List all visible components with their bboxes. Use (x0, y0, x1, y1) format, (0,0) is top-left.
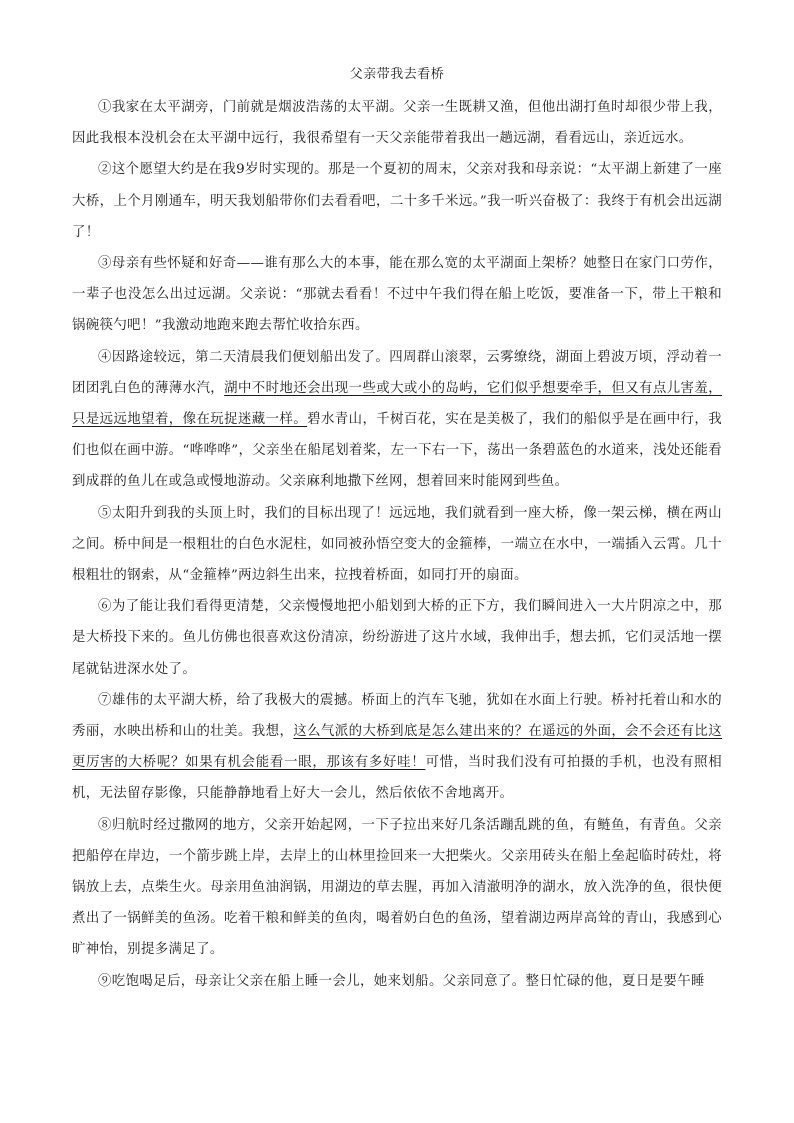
paragraph-6 (72, 591, 722, 685)
text-segment: ①我家在太平湖旁，门前就是烟波浩荡的太平湖。父亲一生既耕又渔，但他出湖打鱼时却很少带上我，因此我根本没机会在太平湖中远行，我很希望有一天父亲能带着我出一趟远湖，看看远山，亲近远水。 (72, 100, 722, 147)
paragraph-3 (72, 248, 722, 342)
paragraph-9 (72, 966, 722, 997)
text-segment: 可惜，当时我们没有可拍摄的手机，也没有照相机，无法留存影像，只能静静地看上好大一会儿，然后依依不舍地离开。 (72, 755, 722, 802)
article-title: 父亲带我去看桥 (349, 67, 445, 82)
text-segment: ③母亲有些怀疑和好奇——谁有那么大的本事，能在那么宽的太平湖面上架桥？她整日在家门口劳作，一辈子也没怎么出过远湖。父亲说：“那就去看看！不过中午我们得在船上吃饭，要准备一下，带上干粮和锅碗筷勺吧！”我激动地跑来跑去帮忙收拾东西。 (72, 256, 722, 334)
text-segment: ⑥为了能让我们看得更清楚，父亲慢慢地把小船划到大桥的正下方，我们瞬间进入一大片阴凉之中，那是大桥投下来的。鱼儿仿佛也很喜欢这份清凉，纷纷游进了这片水域，我伸出手，想去抓，它们灵活地一摆尾就钻进深水处了。 (72, 599, 722, 677)
underlined-sentence: 这么气派的大桥到底是怎么建出来的？在遥远的外面，会不会还有比这更厉害的大桥呢？如果有机会能看一眼，那该有多好哇！ (72, 724, 722, 771)
text-segment: ⑦雄伟的太平湖大桥，给了我极大的震撼。桥面上的汽车飞驰，犹如在水面上行驶。桥衬托着山和水的秀丽，水映出桥和山的壮美。我想， (72, 692, 722, 740)
paragraph-2 (72, 154, 722, 248)
paragraph-8 (72, 810, 722, 966)
text-segment: 碧水青山，千树百花，实在是美极了，我们的船似乎是在画中行，我们也似在画中游。“哗哗哗”，父亲坐在船尾划着桨，左一下右一下，荡出一条碧蓝色的水道来，浅处还能看到成群的鱼儿在或急或慢地游动。父亲麻利地撒下丝网，想着回来时能网到些鱼。 (72, 412, 722, 490)
paragraph-1 (72, 92, 722, 154)
text-segment: ⑤太阳升到我的头顶上时，我们的目标出现了！远远地，我们就看到一座大桥，像一架云梯，横在两山之间。桥中间是一根粗壮的白色水泥柱，如同被孙悟空变大的金箍棒，一端立在水中，一端插入云霄。几十根粗壮的钢索，从“金箍棒”两边斜生出来，拉拽着桥面，如同打开的扇面。 (72, 505, 722, 584)
underlined-sentence: 湖中不时地还会出现一些或大或小的岛屿，它们似乎想要牵手，但又有点儿害羞，只是远远地望着，像在玩捉迷藏一样。 (72, 380, 722, 428)
document-page (72, 62, 722, 997)
text-segment: ②这个愿望大约是在我9岁时实现的。那是一个夏初的周末，父亲对我和母亲说：“太平湖上新建了一座大桥，上个月刚通车，明天我划船带你们去看看吧，二十多千米远。”我一听兴奋极了：我终于有机会出远湖了！ (72, 162, 722, 240)
paragraph-7 (72, 685, 722, 810)
text-segment: ④因路途较远，第二天清晨我们便划船出发了。四周群山滚翠，云雾缭绕，湖面上碧波万顷，浮动着一团团乳白色的薄薄水汽， (72, 349, 722, 396)
text-segment: ⑧归航时经过撒网的地方，父亲开始起网，一下子拉出来好几条活蹦乱跳的鱼，有鲢鱼，有青鱼。父亲把船停在岸边，一个箭步跳上岸，去岸上的山林里捡回来一大把柴火。父亲用砖头在船上垒起临时砖灶，将锅放上去，点柴生火。母亲用鱼油润锅，用湖边的草去腥，再加入清澈明净的湖水，放入洗净的鱼，很快便煮出了一锅鲜美的鱼汤。吃着干粮和鲜美的鱼肉，喝着奶白色的鱼汤，望着湖边两岸高耸的青山，我感到心旷神怡，别提多满足了。 (72, 817, 722, 958)
paragraph-5 (72, 498, 722, 592)
text-segment: ⑨吃饱喝足后，母亲让父亲在船上睡一会儿，她来划船。父亲同意了。整日忙碌的他，夏日是要午睡 (98, 973, 705, 989)
article-body (72, 92, 722, 997)
paragraph-4 (72, 342, 722, 498)
